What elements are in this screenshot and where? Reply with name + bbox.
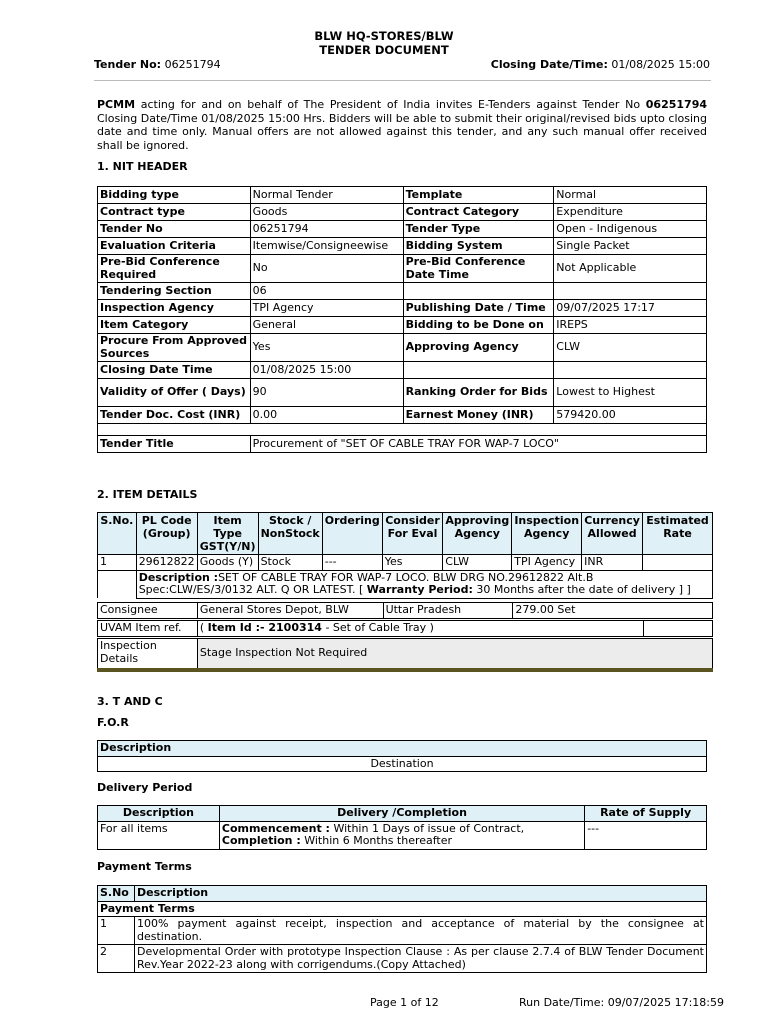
delivery-col-header: Delivery /Completion — [219, 806, 584, 822]
consignee-table — [97, 602, 713, 619]
nit-value: Single Packet — [554, 238, 707, 255]
nit-key: Pre-Bid Conference Required — [98, 255, 251, 283]
nit-value: 90 — [250, 379, 403, 407]
for-heading: F.O.R — [97, 716, 129, 729]
intro-tender-no: 06251794 — [645, 98, 707, 111]
payment-col-sno: S.No — [98, 886, 135, 902]
payment-sno: 2 — [98, 945, 135, 973]
nit-value — [554, 283, 707, 300]
nit-key: Earnest Money (INR) — [403, 407, 554, 424]
items-col-header: Ordering — [322, 513, 382, 555]
inspection-table — [97, 638, 713, 669]
nit-row — [98, 300, 707, 317]
nit-row — [98, 362, 707, 379]
payment-table — [97, 885, 707, 973]
payment-heading: Payment Terms — [97, 860, 192, 873]
items-heading: 2. ITEM DETAILS — [97, 488, 198, 501]
run-datetime: Run Date/Time: 09/07/2025 17:18:59 — [519, 996, 725, 1009]
items-cell: --- — [322, 555, 382, 571]
nit-key: Publishing Date / Time — [403, 300, 554, 317]
nit-key: Procure From Approved Sources — [98, 334, 251, 362]
item-details-table — [97, 512, 713, 599]
consignee-label: Consignee — [98, 603, 198, 619]
items-cell: 29612822 — [136, 555, 197, 571]
nit-value: Lowest to Highest — [554, 379, 707, 407]
intro-text-2: Closing Date/Time 01/08/2025 15:00 Hrs. Bidders will be able to submit their original/revised bids upto closing date and time only. Manual offers are not allowed against this tender, and any such manual offer received shall be ignored. — [97, 111, 707, 152]
for-value: Destination — [98, 756, 707, 772]
nit-row — [98, 283, 707, 300]
warranty-text: 30 Months after the date of delivery ] ] — [472, 583, 691, 596]
inspection-value: Stage Inspection Not Required — [197, 639, 712, 669]
nit-row — [98, 255, 707, 283]
nit-key: Tender Type — [403, 221, 554, 238]
items-cell: Goods (Y) — [197, 555, 258, 571]
uvam-value — [197, 621, 643, 637]
item-description — [136, 570, 712, 598]
for-col-description: Description — [98, 741, 707, 757]
nit-value: IREPS — [554, 317, 707, 334]
tender-title-value: Procurement of "SET OF CABLE TRAY FOR WAP-7 LOCO" — [250, 436, 706, 453]
nit-value: TPI Agency — [250, 300, 403, 317]
nit-value: Yes — [250, 334, 403, 362]
nit-key: Bidding System — [403, 238, 554, 255]
nit-value: 09/07/2025 17:17 — [554, 300, 707, 317]
nit-key — [403, 283, 554, 300]
nit-value: Goods — [250, 204, 403, 221]
uvam-empty — [644, 621, 713, 637]
delivery-table — [97, 805, 707, 850]
nit-key: Closing Date Time — [98, 362, 251, 379]
intro-text-1: acting for and on behalf of The President of India invites E-Tenders against Tender No — [135, 98, 646, 111]
uvam-open: ( — [199, 621, 208, 634]
nit-value: Itemwise/Consigneewise — [250, 238, 403, 255]
items-col-header: Consider For Eval — [382, 513, 443, 555]
delivery-col-header: Description — [98, 806, 220, 822]
uvam-item-id: Item Id :- 2100314 — [207, 621, 322, 634]
nit-row — [98, 238, 707, 255]
nit-value: Not Applicable — [554, 255, 707, 283]
delivery-rate: --- — [585, 821, 707, 849]
nit-value: 579420.00 — [554, 407, 707, 424]
items-col-header: Item Type GST(Y/N) — [197, 513, 258, 555]
delivery-heading: Delivery Period — [97, 781, 193, 794]
items-col-header: Inspection Agency — [512, 513, 582, 555]
payment-row — [98, 945, 707, 973]
inspection-underline — [97, 668, 713, 672]
nit-value: 06251794 — [250, 221, 403, 238]
nit-value: 0.00 — [250, 407, 403, 424]
nit-heading: 1. NIT HEADER — [97, 160, 188, 173]
items-cell: Stock — [258, 555, 322, 571]
nit-row — [98, 317, 707, 334]
nit-key: Tendering Section — [98, 283, 251, 300]
nit-row — [98, 334, 707, 362]
payment-group-row: Payment Terms — [98, 901, 707, 917]
items-cell — [643, 555, 713, 571]
nit-blank-cell — [98, 424, 707, 436]
items-cell: INR — [582, 555, 643, 571]
org-title: BLW HQ-STORES/BLW — [314, 29, 454, 43]
nit-key: Contract type — [98, 204, 251, 221]
nit-key: Validity of Offer ( Days) — [98, 379, 251, 407]
tender-no-value: 06251794 — [164, 58, 221, 71]
nit-value: CLW — [554, 334, 707, 362]
nit-row — [98, 407, 707, 424]
uvam-rest: - Set of Cable Tray ) — [321, 621, 434, 634]
items-col-header: Approving Agency — [443, 513, 512, 555]
nit-key: Approving Agency — [403, 334, 554, 362]
intro-paragraph — [97, 98, 707, 152]
nit-value: 06 — [250, 283, 403, 300]
delivery-desc: For all items — [98, 821, 220, 849]
items-col-header: PL Code (Group) — [136, 513, 197, 555]
nit-key: Template — [403, 187, 554, 204]
uvam-table — [97, 620, 713, 637]
nit-key: Tender Doc. Cost (INR) — [98, 407, 251, 424]
items-col-header: S.No. — [98, 513, 137, 555]
delivery-completion — [219, 821, 584, 849]
intro-org: PCMM — [97, 98, 136, 111]
nit-key: Bidding to be Done on — [403, 317, 554, 334]
inspection-label: Inspection Details — [98, 639, 198, 669]
consignee-state: Uttar Pradesh — [383, 603, 513, 619]
items-cell: 1 — [98, 555, 137, 571]
commencement-text: Within 1 Days of issue of Contract, — [329, 821, 525, 835]
items-col-header: Stock / NonStock — [258, 513, 322, 555]
nit-value — [554, 362, 707, 379]
items-cell: CLW — [443, 555, 512, 571]
nit-value: Normal Tender — [250, 187, 403, 204]
tender-title-label: Tender Title — [98, 436, 251, 453]
closing-label: Closing Date/Time: — [490, 58, 608, 71]
nit-key: Tender No — [98, 221, 251, 238]
nit-row — [98, 204, 707, 221]
nit-key: Pre-Bid Conference Date Time — [403, 255, 554, 283]
header-divider — [94, 80, 711, 81]
nit-key: Contract Category — [403, 204, 554, 221]
delivery-col-header: Rate of Supply — [585, 806, 707, 822]
closing-value: 01/08/2025 15:00 — [611, 58, 710, 71]
items-col-header: Estimated Rate — [643, 513, 713, 555]
warranty-label: Warranty Period: — [366, 583, 473, 596]
nit-key — [403, 362, 554, 379]
nit-row — [98, 379, 707, 407]
completion-text: Within 6 Months thereafter — [300, 834, 453, 847]
consignee-value: General Stores Depot, BLW — [197, 603, 383, 619]
items-cell: TPI Agency — [512, 555, 582, 571]
items-cell: Yes — [382, 555, 443, 571]
nit-value: Normal — [554, 187, 707, 204]
uvam-label: UVAM Item ref. — [98, 621, 198, 637]
document-title: TENDER DOCUMENT — [319, 43, 449, 57]
description-label: Description : — [138, 570, 219, 584]
consignee-qty: 279.00 Set — [513, 603, 713, 619]
nit-key: Item Category — [98, 317, 251, 334]
nit-table — [97, 186, 707, 453]
for-table — [97, 740, 707, 772]
nit-row — [98, 221, 707, 238]
nit-title-row — [98, 436, 707, 453]
nit-key: Bidding type — [98, 187, 251, 204]
nit-key: Inspection Agency — [98, 300, 251, 317]
nit-value: 01/08/2025 15:00 — [250, 362, 403, 379]
nit-key: Ranking Order for Bids — [403, 379, 554, 407]
commencement-label: Commencement : — [221, 821, 330, 835]
nit-row — [98, 187, 707, 204]
tender-no-label: Tender No: — [94, 58, 162, 71]
nit-blank-row — [98, 424, 707, 436]
payment-desc: Developmental Order with prototype Inspection Clause : As per clause 2.7.4 of BLW Tender Document Rev.Year 2022-23 along with corrigendums.(Copy Attached) — [134, 945, 706, 973]
payment-row — [98, 917, 707, 945]
payment-sno: 1 — [98, 917, 135, 945]
tc-heading: 3. T AND C — [97, 695, 163, 708]
page-number: Page 1 of 12 — [370, 996, 439, 1009]
nit-key: Evaluation Criteria — [98, 238, 251, 255]
payment-desc: 100% payment against receipt, inspection and acceptance of material by the consignee at destination. — [134, 917, 706, 945]
payment-col-description: Description — [134, 886, 706, 902]
description-text: SET OF CABLE TRAY FOR WAP-7 LOCO. BLW DRG NO.29612822 Alt.B Spec:CLW/ES/3/0132 ALT. Q OR LATEST. [ — [138, 570, 594, 596]
nit-value: General — [250, 317, 403, 334]
nit-value: No — [250, 255, 403, 283]
completion-label: Completion : — [221, 834, 301, 847]
nit-value: Expenditure — [554, 204, 707, 221]
items-col-header: Currency Allowed — [582, 513, 643, 555]
nit-value: Open - Indigenous — [554, 221, 707, 238]
